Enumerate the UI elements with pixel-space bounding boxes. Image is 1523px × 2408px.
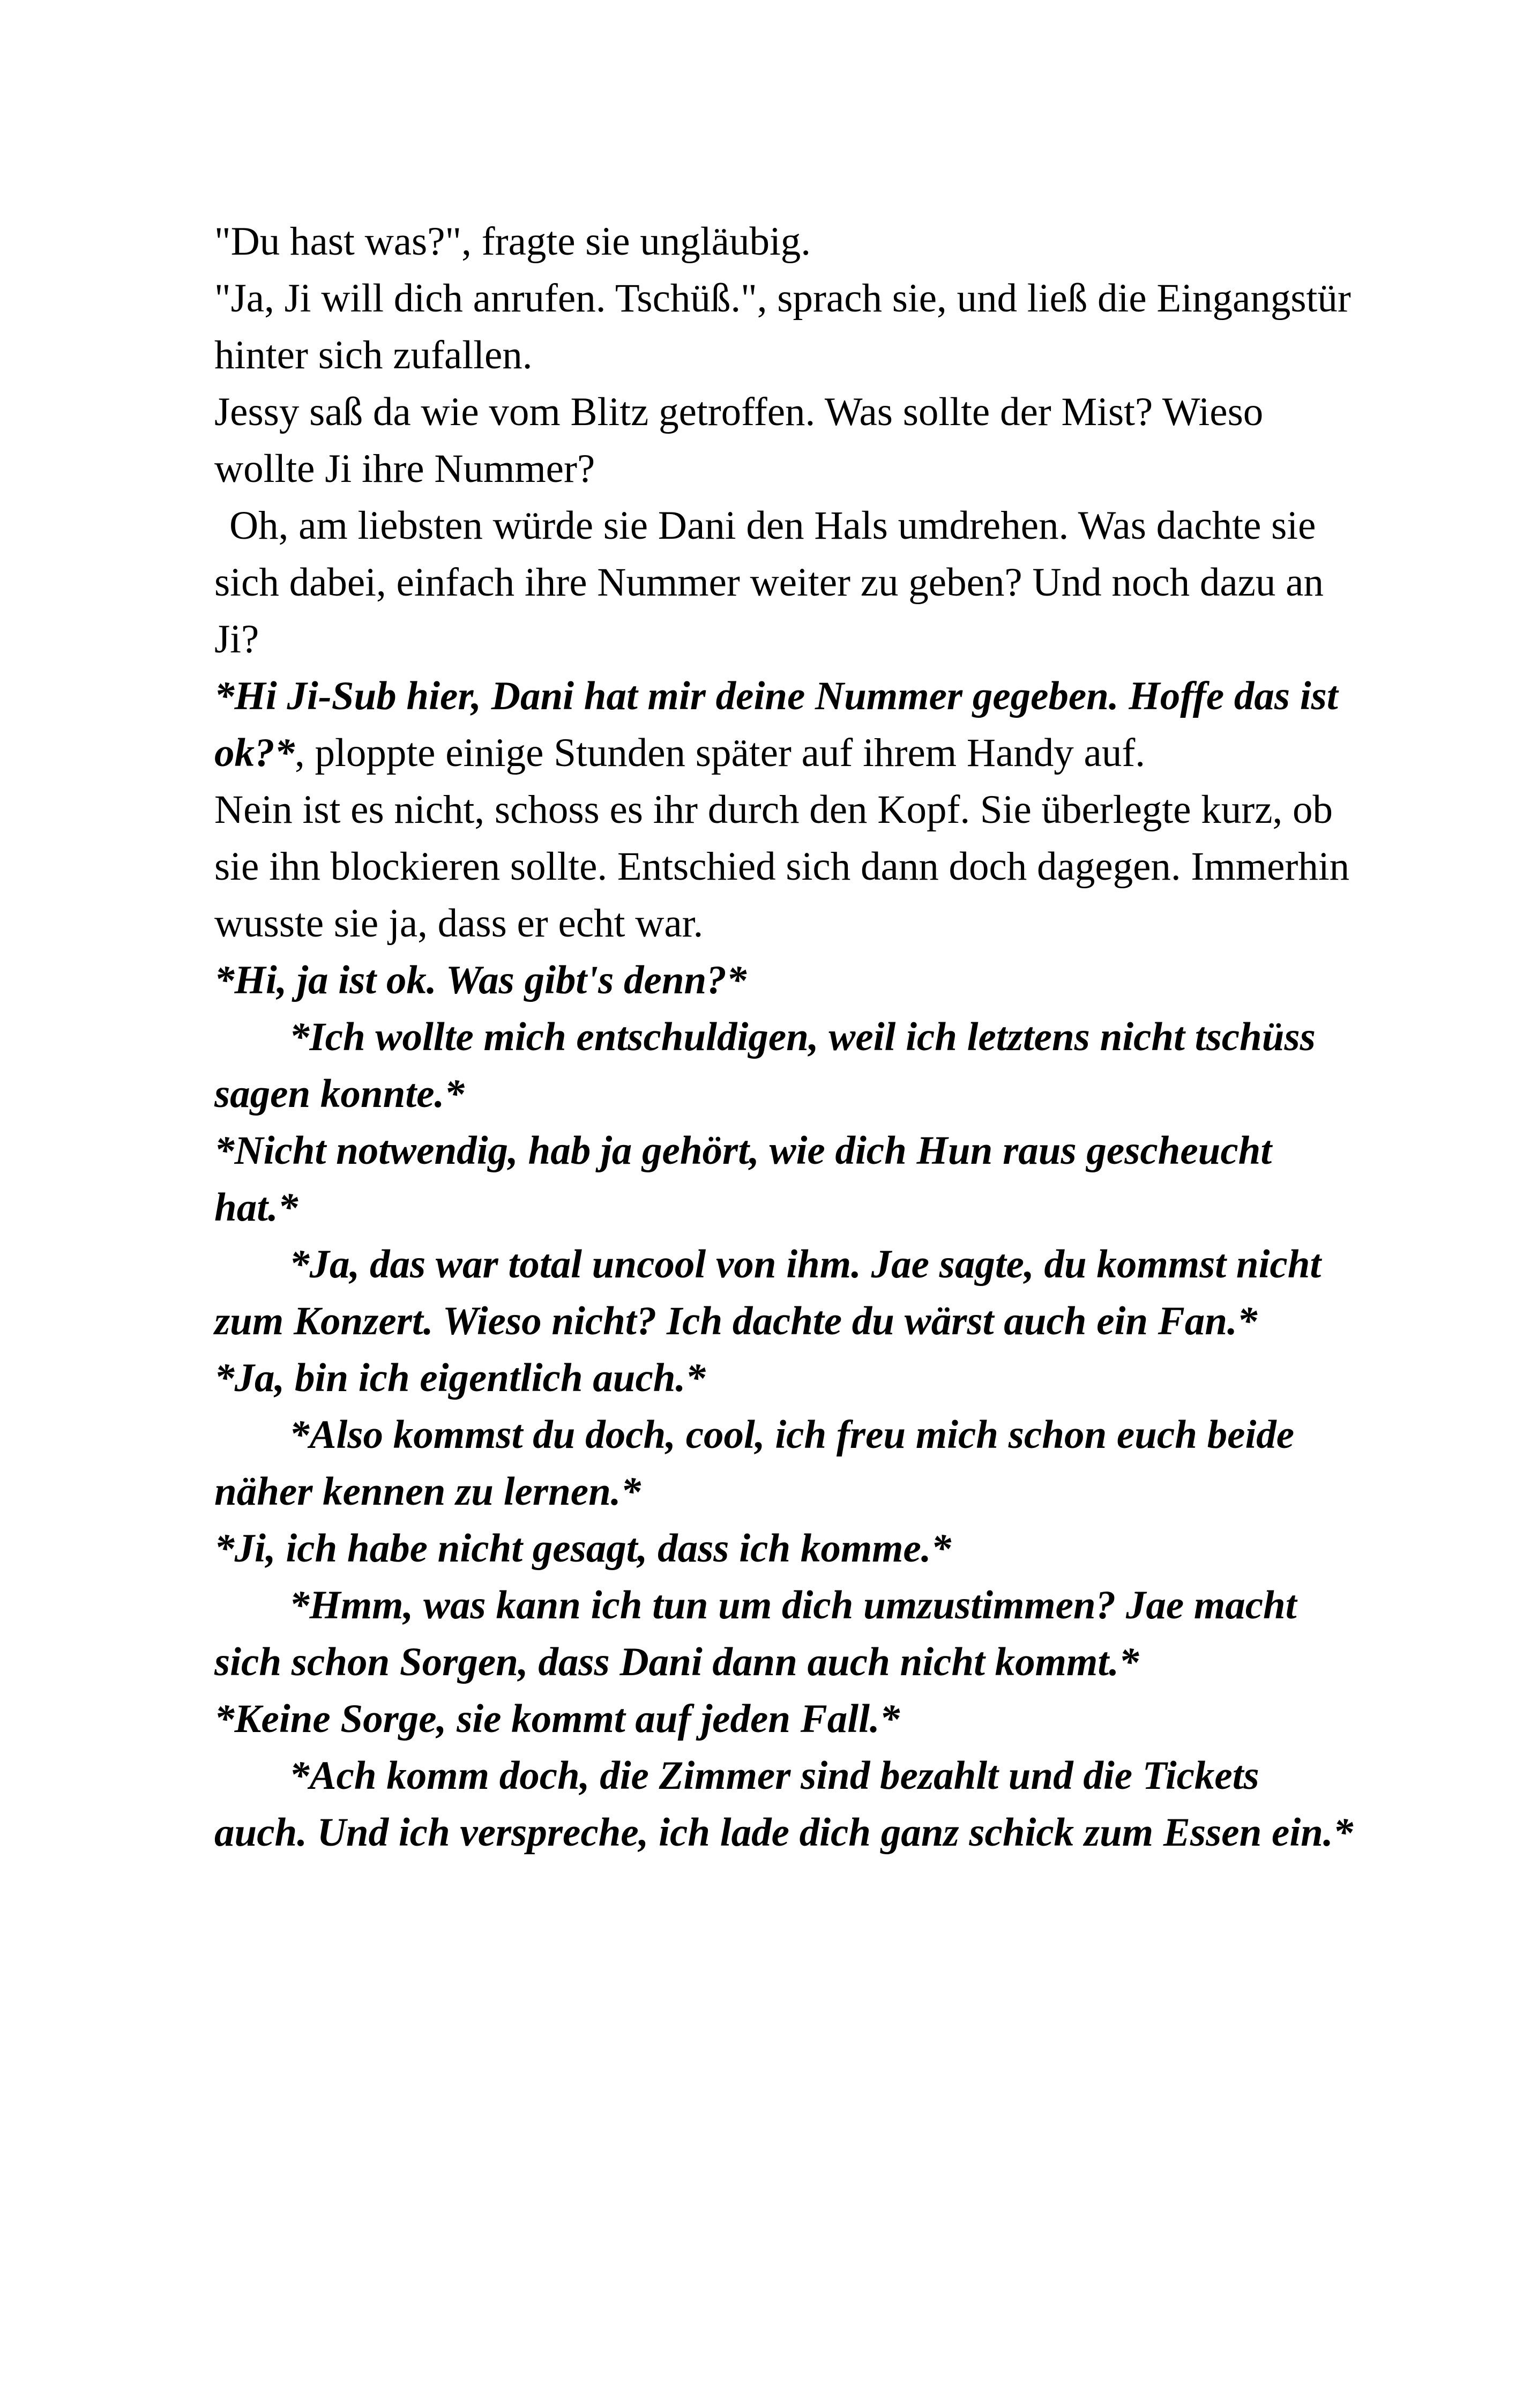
text-message-ji: *Ja, das war total uncool von ihm. Jae sagte, du kommst nicht zum Konzert. Wieso nicht? Ich dachte du wärst auch ein Fan.* xyxy=(214,1242,1322,1343)
narrative-paragraph: Jessy saß da wie vom Blitz getroffen. Was sollte der Mist? Wieso wollte Ji ihre Nummer? xyxy=(214,390,1264,491)
text-message-ji: *Hi Ji-Sub hier, Dani hat mir deine Nummer gegeben. Hoffe das ist ok?* xyxy=(214,674,1338,775)
narrative-paragraph: Oh, am liebsten würde sie Dani den Hals umdrehen. Was dachte sie sich dabei, einfach ihre Nummer weiter zu geben? Und noch dazu an Ji? xyxy=(214,503,1324,662)
text-message-jessy: *Hi, ja ist ok. Was gibt's denn?* xyxy=(214,958,747,1002)
narrative-paragraph: "Du hast was?", fragte sie ungläubig. xyxy=(214,219,811,264)
narrative-paragraph: "Ja, Ji will dich anrufen. Tschüß.", sprach sie, und ließ die Eingangstür hinter sich zufallen. xyxy=(214,276,1351,377)
text-message-ji: *Ich wollte mich entschuldigen, weil ich letztens nicht tschüss sagen konnte.* xyxy=(214,1015,1316,1116)
book-page xyxy=(214,213,1356,1861)
narrative-paragraph: Nein ist es nicht, schoss es ihr durch den Kopf. Sie überlegte kurz, ob sie ihn blockieren sollte. Entschied sich dann doch dagegen. Immerhin wusste sie ja, dass er echt war. xyxy=(214,787,1350,946)
narrative-text: , ploppte einige Stunden später auf ihrem Handy auf. xyxy=(295,731,1146,775)
text-message-ji: *Hmm, was kann ich tun um dich umzustimmen? Jae macht sich schon Sorgen, dass Dani dann auch nicht kommt.* xyxy=(214,1583,1297,1684)
text-message-jessy: *Keine Sorge, sie kommt auf jeden Fall.* xyxy=(214,1697,900,1741)
text-message-ji: *Ach komm doch, die Zimmer sind bezahlt und die Tickets auch. Und ich verspreche, ich lade dich ganz schick zum Essen ein.* xyxy=(214,1753,1354,1855)
text-message-ji: *Also kommst du doch, cool, ich freu mich schon euch beide näher kennen zu lernen.* xyxy=(214,1413,1295,1514)
text-message-jessy: *Ja, bin ich eigentlich auch.* xyxy=(214,1356,706,1400)
text-message-jessy: *Ji, ich habe nicht gesagt, dass ich komme.* xyxy=(214,1526,952,1571)
text-message-jessy: *Nicht notwendig, hab ja gehört, wie dich Hun raus gescheucht hat.* xyxy=(214,1128,1272,1230)
narrative-paragraph-with-message xyxy=(214,668,1356,782)
